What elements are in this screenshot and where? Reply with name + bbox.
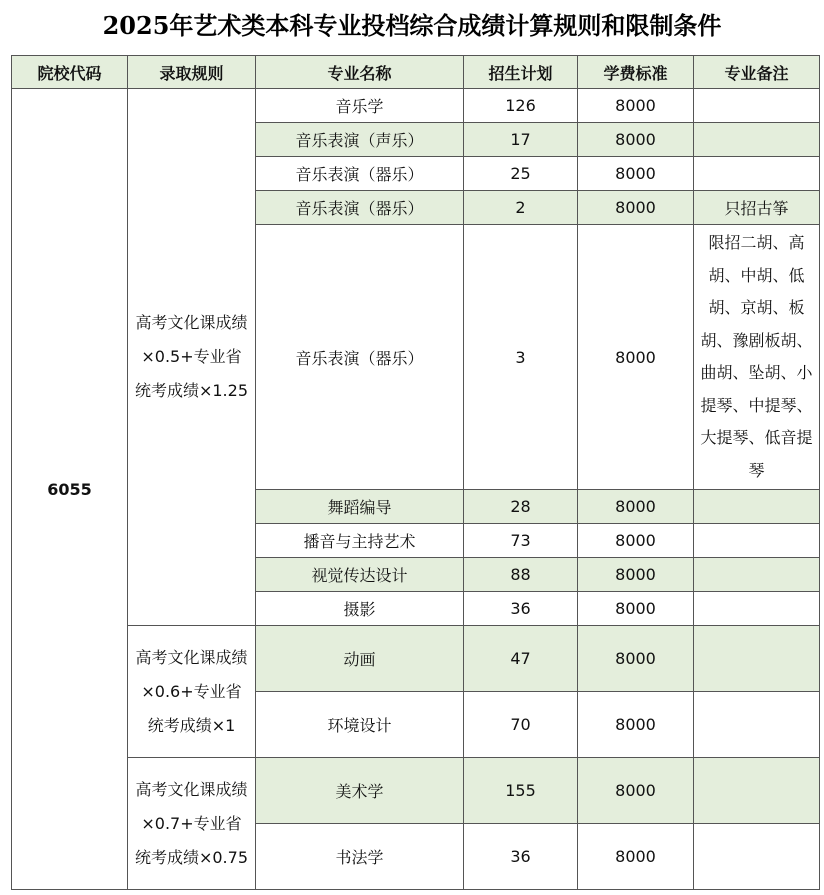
plan-cell: 47: [464, 626, 578, 692]
table-row: [12, 89, 820, 123]
school-code-cell: 6055: [12, 89, 128, 890]
note-cell: [694, 626, 820, 692]
fee-cell: 8000: [578, 626, 694, 692]
fee-cell: 8000: [578, 89, 694, 123]
table-row: [12, 758, 820, 824]
plan-cell: 2: [464, 191, 578, 225]
fee-cell: 8000: [578, 191, 694, 225]
plan-cell: 73: [464, 524, 578, 558]
header-major-note: 专业备注: [694, 56, 820, 89]
plan-cell: 36: [464, 592, 578, 626]
note-cell: [694, 758, 820, 824]
major-cell: 摄影: [256, 592, 464, 626]
table-row: [12, 626, 820, 692]
fee-cell: 8000: [578, 157, 694, 191]
fee-cell: 8000: [578, 692, 694, 758]
note-cell: [694, 524, 820, 558]
header-enrollment-plan: 招生计划: [464, 56, 578, 89]
major-cell: 美术学: [256, 758, 464, 824]
note-cell: [694, 592, 820, 626]
note-text: 限招二胡、高胡、中胡、低胡、京胡、板胡、豫剧板胡、曲胡、坠胡、小提琴、中提琴、大提琴、低音提琴: [700, 233, 813, 480]
major-cell: 视觉传达设计: [256, 558, 464, 592]
rule-text: 高考文化课成绩×0.7+专业省统考成绩×0.75: [134, 779, 249, 867]
note-cell: [694, 157, 820, 191]
major-cell: 音乐表演（器乐）: [256, 225, 464, 490]
major-cell: 音乐表演（声乐）: [256, 123, 464, 157]
note-cell: [694, 692, 820, 758]
fee-cell: 8000: [578, 490, 694, 524]
rule-cell: [128, 626, 256, 758]
fee-cell: 8000: [578, 758, 694, 824]
note-cell: [694, 824, 820, 890]
major-cell: 播音与主持艺术: [256, 524, 464, 558]
fee-cell: 8000: [578, 558, 694, 592]
plan-cell: 17: [464, 123, 578, 157]
major-cell: 动画: [256, 626, 464, 692]
header-row: [12, 56, 820, 89]
rule-text: 高考文化课成绩×0.6+专业省统考成绩×1: [135, 647, 248, 735]
major-cell: 环境设计: [256, 692, 464, 758]
major-cell: 音乐表演（器乐）: [256, 191, 464, 225]
plan-cell: 88: [464, 558, 578, 592]
plan-cell: 155: [464, 758, 578, 824]
header-school-code: 院校代码: [12, 56, 128, 89]
note-cell: [694, 89, 820, 123]
admission-table: [11, 55, 820, 890]
plan-cell: 36: [464, 824, 578, 890]
rule-text: 高考文化课成绩×0.5+专业省统考成绩×1.25: [134, 313, 249, 400]
major-cell: 书法学: [256, 824, 464, 890]
fee-cell: 8000: [578, 123, 694, 157]
major-cell: 舞蹈编导: [256, 490, 464, 524]
fee-cell: 8000: [578, 524, 694, 558]
note-cell: [694, 123, 820, 157]
page-title: 2025年艺术类本科专业投档综合成绩计算规则和限制条件: [102, 11, 722, 40]
note-cell: [694, 558, 820, 592]
note-cell: 只招古筝: [694, 191, 820, 225]
rule-cell: [128, 89, 256, 626]
plan-cell: 126: [464, 89, 578, 123]
fee-cell: 8000: [578, 592, 694, 626]
note-cell: [694, 225, 820, 490]
note-cell: [694, 490, 820, 524]
header-admission-rule: 录取规则: [128, 56, 256, 89]
plan-cell: 70: [464, 692, 578, 758]
plan-cell: 25: [464, 157, 578, 191]
major-cell: 音乐表演（器乐）: [256, 157, 464, 191]
plan-cell: 3: [464, 225, 578, 490]
header-major-name: 专业名称: [256, 56, 464, 89]
rule-cell: [128, 758, 256, 890]
fee-cell: 8000: [578, 225, 694, 490]
plan-cell: 28: [464, 490, 578, 524]
major-cell: 音乐学: [256, 89, 464, 123]
fee-cell: 8000: [578, 824, 694, 890]
header-tuition: 学费标准: [578, 56, 694, 89]
